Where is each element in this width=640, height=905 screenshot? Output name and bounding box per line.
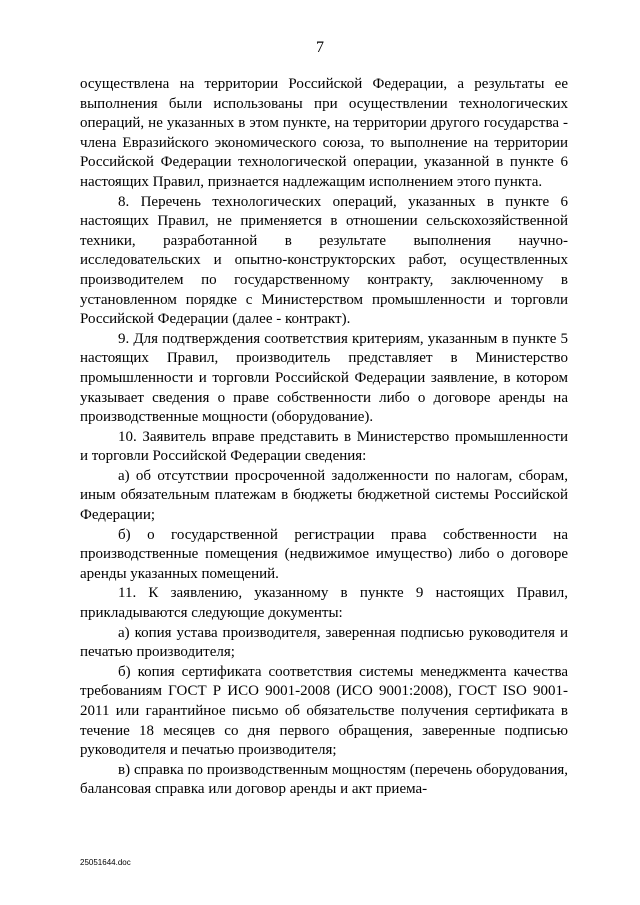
paragraph-item-8: 8. Перечень технологических операций, указанных в пункте 6 настоящих Правил, не применяется в отношении сельскохозяйственной техники, разработанной в результате выполнения научно-исследовательских и опытно-конструкторских работ, осуществленных производителем по государственному контракту, заключенному в установленном порядке с Министерством промышленности и торговли Российской Федерации (далее - контракт). [80,193,568,328]
paragraph-continuation: осуществлена на территории Российской Федерации, а результаты ее выполнения были использованы при осуществлении технологических операций, не указанных в этом пункте, на территории другого государства - члена Евразийского экономического союза, то выполнение на территории Российской Федерации технологической операции, указанной в пункте 6 настоящих Правил, признается надлежащим исполнением этого пункта. [80,76,568,190]
document-body [80,75,568,800]
paragraph-item-10a: а) об отсутствии просроченной задолженности по налогам, сборам, иным обязательным платежам в бюджеты бюджетной системы Российской Федерации; [80,467,568,524]
paragraph-item-11b: б) копия сертификата соответствия системы менеджмента качества требованиям ГОСТ Р ИСО 9001-2008 (ИСО 9001:2008), ГОСТ ISO 9001-2011 или гарантийное письмо об обязательстве получения сертификата в течение 18 месяцев со дня первого обращения, заверенные подписью руководителя и печатью производителя; [80,663,568,759]
paragraph-item-11c: в) справка по производственным мощностям (перечень оборудования, балансовая справка или договор аренды и акт приема- [80,761,568,798]
paragraph-item-11a: а) копия устава производителя, заверенная подписью руководителя и печатью производителя; [80,624,568,661]
page-number: 7 [316,39,324,56]
paragraph-item-11: 11. К заявлению, указанному в пункте 9 настоящих Правил, прикладываются следующие документы: [80,585,568,622]
paragraph-item-10b: б) о государственной регистрации права собственности на производственные помещения (недвижимое имущество) либо о договоре аренды указанных помещений. [80,526,568,582]
paragraph-item-9: 9. Для подтверждения соответствия критериям, указанным в пункте 5 настоящих Правил, производитель представляет в Министерство промышленности и торговли Российской Федерации заявление, в котором указывает сведения о праве собственности либо о договоре аренды на производственные мощности (оборудование). [80,330,568,426]
paragraph-item-10: 10. Заявитель вправе представить в Министерство промышленности и торговли Российской Федерации сведения: [80,428,568,465]
footer-filename: 25051644.doc [80,858,131,867]
